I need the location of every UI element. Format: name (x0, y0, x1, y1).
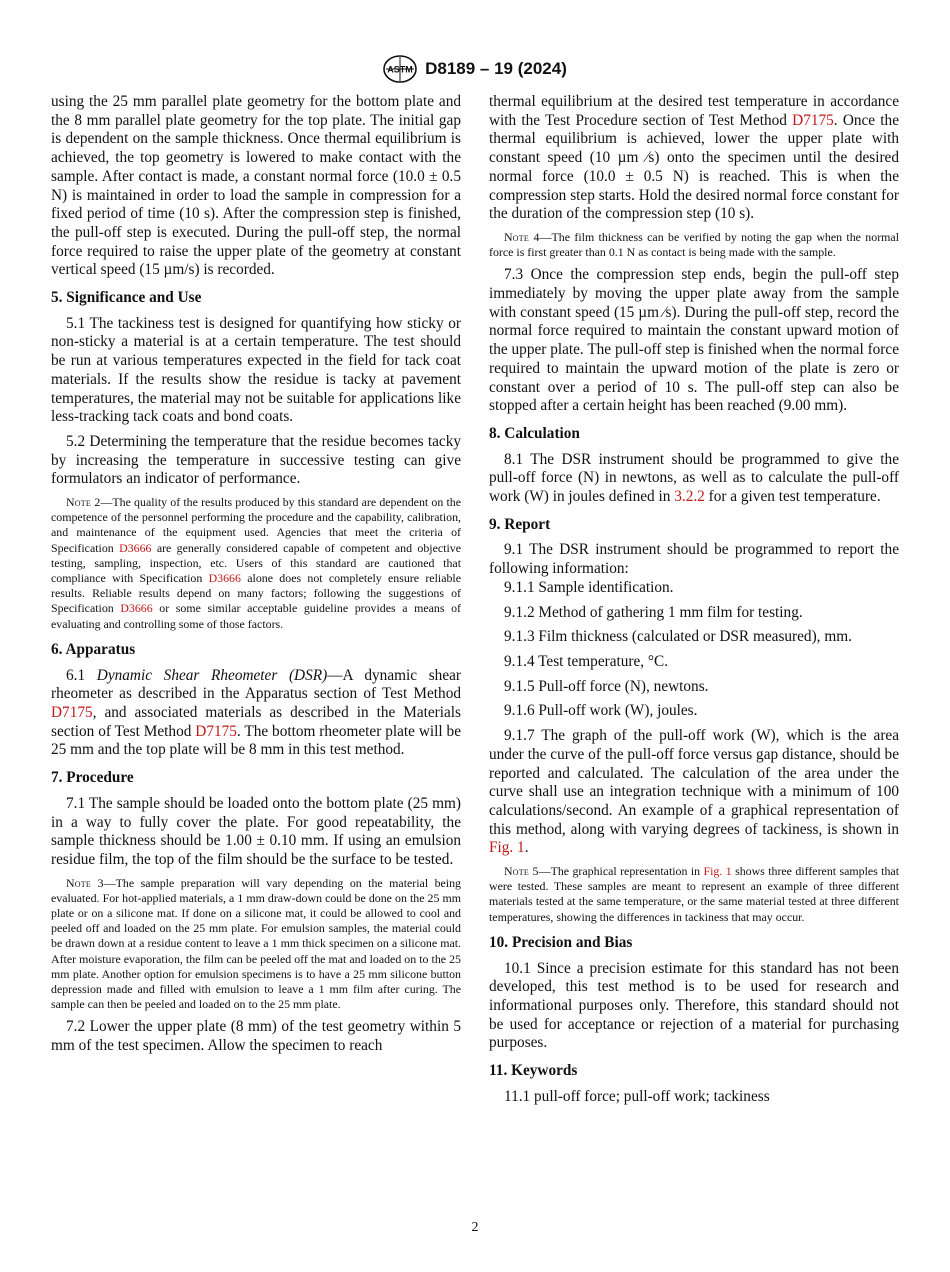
page-number: 2 (471, 1220, 479, 1235)
list-item: 9.1.2 Method of gathering 1 mm film for testing. (504, 603, 803, 621)
paragraph-9-1: 9.1 The DSR instrument should be programmed to report the following information: (489, 541, 899, 578)
section-9-heading: 9. Report (489, 515, 551, 533)
paragraph-7-2: 7.2 Lower the upper plate (8 mm) of the test geometry within 5 mm of the test specimen. Allow the specimen to reach (51, 1018, 461, 1055)
section-7-heading: 7. Procedure (51, 769, 134, 787)
paragraph-7-3: 7.3 Once the compression step ends, begin the pull-off step immediately by moving the upper plate away from the sample with constant speed (15 µm ⁄s). During the pull-off step, record the normal force required to maintain the constant upward motion of the upper plate. The pull-off step is finished when the normal force required to maintain the upward motion of the plate is zero or constant over a period of 10 s. The pull-off step can also be stopped after a certain height has been reached (9.00 mm). (489, 266, 899, 415)
link-d3666[interactable]: D3666 (120, 601, 153, 616)
paragraph-5-1: 5.1 The tackiness test is designed for quantifying how sticky or non-sticky a material is at a certain temperature. The test should be run at various temperatures expected in the field for tack coat materials. If the results show the residue is tacky at pavement temperatures, the material may not be suitable for applications like less-tracking tack coats and bond coats. (51, 314, 461, 426)
svg-text:ASTM: ASTM (387, 64, 413, 75)
paragraph-8-1: 8.1 The DSR instrument should be programmed to give the pull-off force (N) in newtons, as well as to calculate the pull-off work (W) in joules defined in 3.2.2 for a given test temperature. (489, 450, 899, 506)
link-3-2-2[interactable]: 3.2.2 (674, 488, 705, 506)
paragraph-7-1: 7.1 The sample should be loaded onto the bottom plate (25 mm) in a way to fully cover the plate. For good repeatability, the sample thickness should be 1.00 ± 0.10 mm. If using an emulsion residue film, the top of the film should be the surface to be tested. (51, 794, 461, 868)
section-5-heading: 5. Significance and Use (51, 289, 202, 307)
list-item: 9.1.3 Film thickness (calculated or DSR measured), mm. (504, 628, 852, 646)
section-10-heading: 10. Precision and Bias (489, 933, 633, 951)
note-3: Note 3—The sample preparation will vary depending on the material being evaluated. For hot-applied materials, a 1 mm draw-down could be done on the 25 mm plate or on a silicone mat. If done on a silicone mat, it could be allowed to cool and peeled off and loaded on the 25 mm plate. For emulsion samples, the material could be drawn down at a residue content to leave a 1 mm thick specimen on a silicone mat. After moisture evaporation, the film can be peeled off the mat and loaded on to the 25 mm plate. Another option for emulsion specimens is to have a 25 mm silicone button depression made and filled with emulsion to leave a 1 mm film after curing. The sample can then be peeled and loaded on to the 25 mm plate. (51, 875, 461, 1012)
left-column (51, 93, 461, 1062)
list-item: 9.1.1 Sample identification. (504, 578, 674, 596)
designation-title: D8189 – 19 (2024) (425, 59, 567, 78)
note-4: Note 4—The film thickness can be verified by noting the gap when the normal force is first greater than 0.1 N as contact is being made with the sample. (489, 229, 899, 260)
paragraph-9-1-7: 9.1.7 The graph of the pull-off work (W), which is the area under the curve of the pull-off force versus gap distance, should be reported and calculated. The calculation of the area under the curve shall use an integration technique with a minimum of 100 calculations/second. An example of a graphical representation of this method, along with varying degrees of tackiness, is shown in Fig. 1. (489, 727, 899, 857)
link-d3666[interactable]: D3666 (119, 540, 152, 555)
link-d7175[interactable]: D7175 (195, 722, 237, 740)
section-6-heading: 6. Apparatus (51, 640, 136, 658)
note-3-label: Note 3 (66, 875, 104, 890)
paragraph-11-1: 11.1 pull-off force; pull-off work; tackiness (504, 1087, 770, 1105)
note-5-label: Note 5 (504, 864, 539, 879)
paragraph-5-2: 5.2 Determining the temperature that the residue becomes tacky by increasing the temperature in successive testing can give formulators an indicator of performance. (51, 432, 461, 488)
paragraph-7-2-continued: thermal equilibrium at the desired test temperature in accordance with the Test Procedure section of Test Method D7175. Once the thermal equilibrium is achieved, lower the upper plate with constant speed (10 µm ⁄s) onto the specimen until the desired normal force (10.0 ± 0.5 N) is reached. This is when the compression step starts. Hold the desired normal force constant for the duration of the compression step (10 s). (489, 93, 899, 223)
link-fig-1[interactable]: Fig. 1 (703, 864, 732, 879)
right-column (489, 93, 899, 1112)
list-item: 9.1.6 Pull-off work (W), joules. (504, 702, 698, 720)
note-2: Note 2—The quality of the results produced by this standard are dependent on the competence of the personnel performing the procedure and the capability, calibration, and maintenance of the equipment used. Agencies that meet the criteria of Specification D3666 are generally considered capable of competent and objective testing, sampling, inspection, etc. Users of this standard are cautioned that compliance with Specification D3666 alone does not completely ensure reliable results. Reliable results depend on many factors; following the suggestions of Specification D3666 or some similar acceptable guideline provides a means of evaluating and controlling some of those factors. (51, 495, 461, 631)
link-d7175[interactable]: D7175 (51, 704, 93, 721)
list-item: 9.1.5 Pull-off force (N), newtons. (504, 677, 709, 695)
list-item: 9.1.4 Test temperature, °C. (504, 652, 669, 670)
link-d7175[interactable]: D7175 (792, 111, 834, 129)
note-2-label: Note 2 (66, 495, 101, 510)
paragraph-6-1: 6.1 Dynamic Shear Rheometer (DSR)—A dynamic shear rheometer as described in the Apparatus section of Test Method D7175, and associated materials as described in the Materials section of Test Method D7175. The bottom rheometer plate will be 25 mm and the top plate will be 8 mm in this test method. (51, 666, 461, 759)
link-d3666[interactable]: D3666 (208, 571, 241, 586)
note-4-label: Note 4 (504, 229, 540, 244)
section-8-heading: 8. Calculation (489, 424, 580, 442)
note-5: Note 5—The graphical representation in Fig. 1 shows three different samples that were tested. These samples are meant to represent an example of three different materials tested at the same temperature, or the same material tested at three different temperatures, showing the differences in tackiness that may occur. (489, 864, 899, 924)
intro-paragraph: using the 25 mm parallel plate geometry for the bottom plate and the 8 mm parallel plate geometry for the top plate. The initial gap is dependent on the sample thickness. Once thermal equilibrium is achieved, the top geometry is lowered to make contact with the sample. After contact is made, a constant normal force (10.0 ± 0.5 N) is maintained in order to load the sample in compression for a fixed period of time (10 s). After the compression step is finished, the pull-off step is executed. During the pull-off step, the normal force required to raise the upper plate of the geometry at constant vertical speed (15 µm/s) is recorded. (51, 93, 461, 279)
link-fig-1[interactable]: Fig. 1 (489, 839, 525, 857)
section-11-heading: 11. Keywords (489, 1062, 578, 1080)
paragraph-10-1: 10.1 Since a precision estimate for this standard has not been developed, this test method is to be used for research and informational purposes only. Therefore, this standard should not be used for acceptance or rejection of a material for purchasing purposes. (489, 959, 899, 1052)
page-header (0, 54, 950, 84)
astm-logo-icon (383, 55, 417, 83)
